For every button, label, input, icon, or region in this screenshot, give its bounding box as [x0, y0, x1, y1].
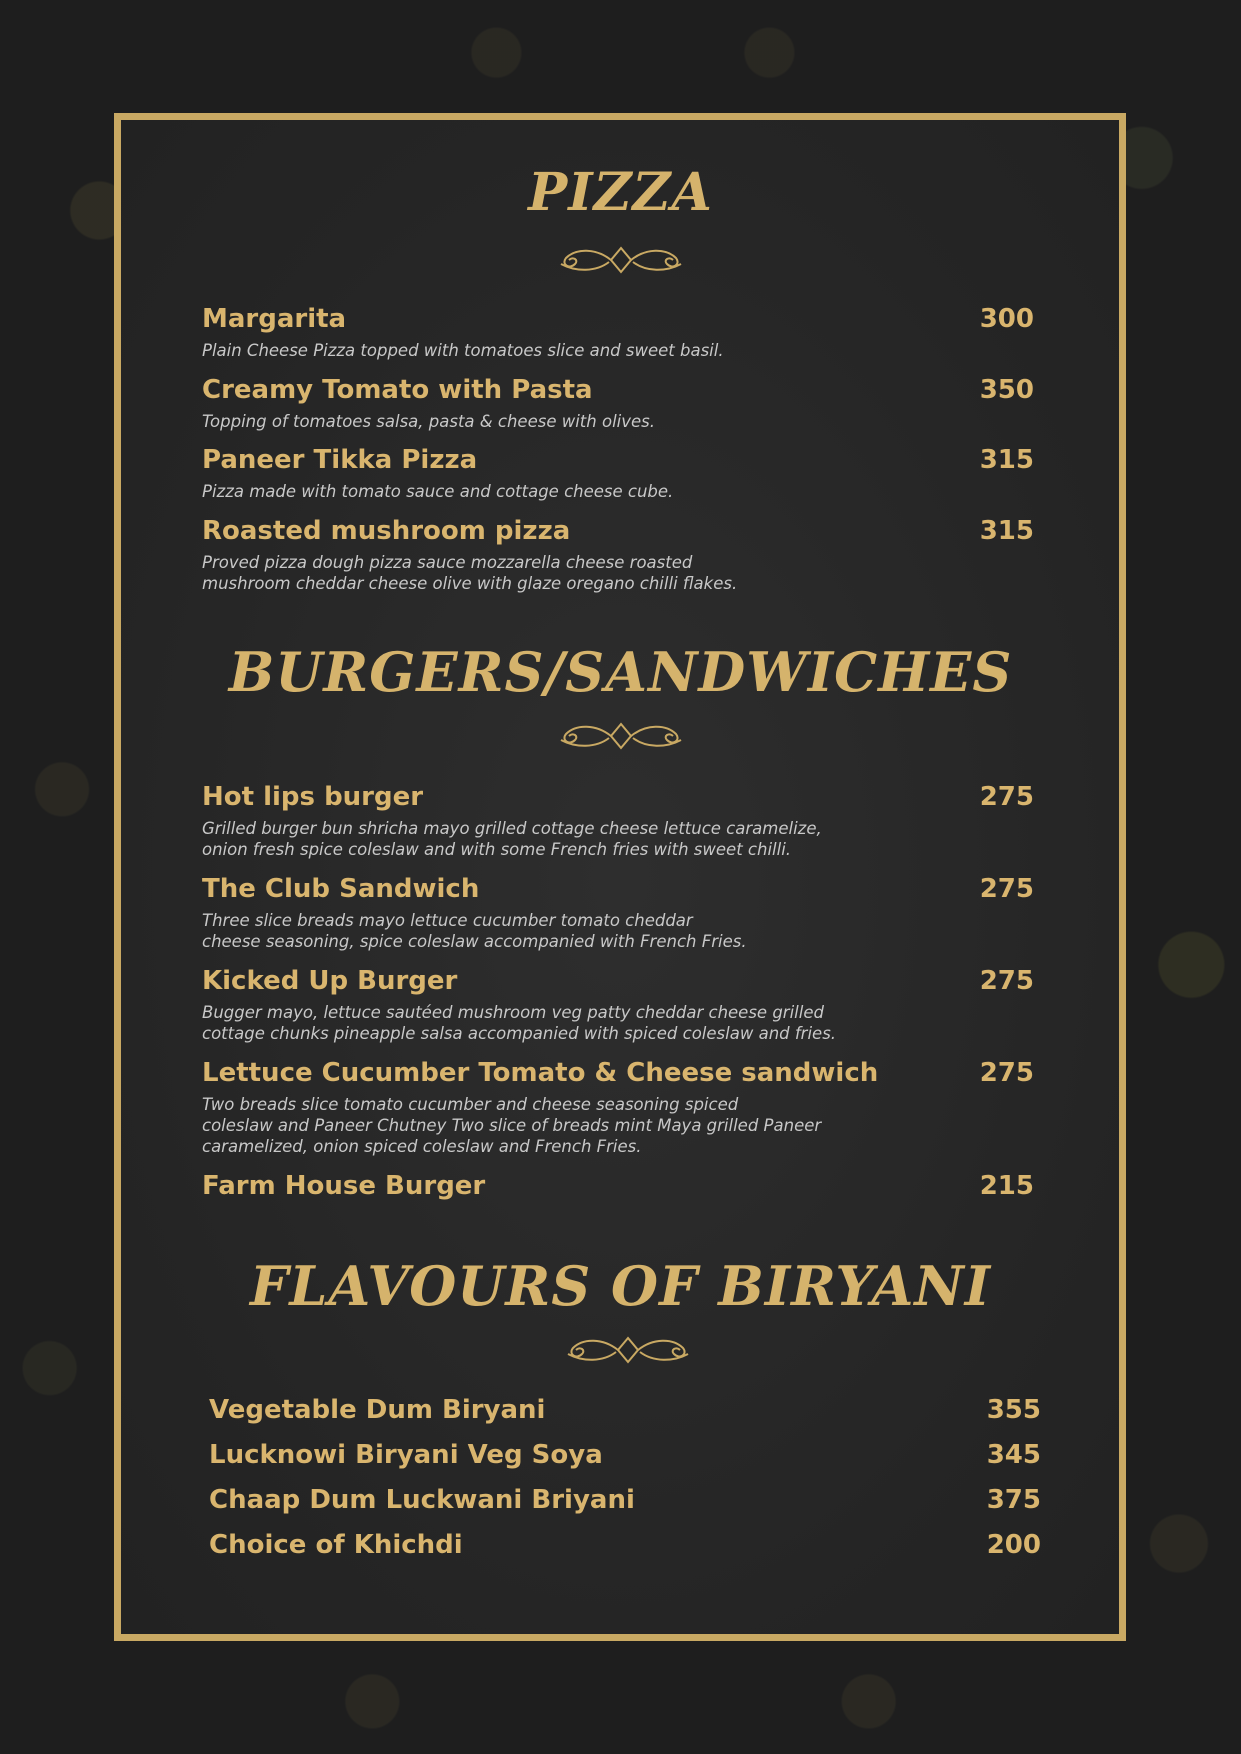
menu-item-price: 215	[979, 1171, 1034, 1201]
flourish-ornament-icon	[541, 240, 701, 280]
menu-item-price: 345	[986, 1440, 1041, 1470]
menu-item-price: 300	[979, 304, 1034, 334]
menu-item-description: onion fresh spice coleslaw and with some French fries with sweet chilli.	[202, 840, 792, 859]
menu-item-name: Paneer Tikka Pizza	[202, 445, 478, 475]
flourish-ornament-icon	[541, 716, 701, 756]
section-title-pizza: PIZZA	[528, 162, 713, 223]
menu-item-price: 275	[979, 874, 1034, 904]
menu-item-description: Three slice breads mayo lettuce cucumber tomato cheddar	[202, 911, 693, 930]
menu-item-description: Two breads slice tomato cucumber and cheese seasoning spiced	[202, 1095, 739, 1114]
menu-item-description: Bugger mayo, lettuce sautéed mushroom veg patty cheddar cheese grilled	[202, 1003, 824, 1022]
menu-item-description: caramelized, onion spiced coleslaw and French Fries.	[202, 1137, 642, 1156]
menu-item-name: Lucknowi Biryani Veg Soya	[209, 1440, 603, 1470]
menu-item-price: 275	[979, 782, 1034, 812]
menu-item-price: 275	[979, 966, 1034, 996]
section-title-burgers: BURGERS/SANDWICHES	[228, 640, 1013, 704]
menu-item-name: Vegetable Dum Biryani	[209, 1395, 546, 1425]
menu-item-name: The Club Sandwich	[202, 874, 480, 904]
menu-item-description: Grilled burger bun shricha mayo grilled cottage cheese lettuce caramelize,	[202, 819, 822, 838]
menu-item-description: Pizza made with tomato sauce and cottage cheese cube.	[202, 482, 674, 501]
menu-item-price: 355	[986, 1395, 1041, 1425]
menu-item-description: cottage chunks pineapple salsa accompanied with spiced coleslaw and fries.	[202, 1024, 837, 1043]
flourish-ornament-icon	[548, 1330, 708, 1370]
menu-item-price: 315	[979, 516, 1034, 546]
menu-item-name: Margarita	[202, 304, 347, 334]
menu-item-description: Plain Cheese Pizza topped with tomatoes slice and sweet basil.	[202, 341, 724, 360]
menu-item-name: Creamy Tomato with Pasta	[202, 375, 593, 405]
menu-item-price: 315	[979, 445, 1034, 475]
menu-item-description: mushroom cheddar cheese olive with glaze oregano chilli flakes.	[202, 574, 738, 593]
menu-item-name: Kicked Up Burger	[202, 966, 458, 996]
menu-item-name: Hot lips burger	[202, 782, 424, 812]
menu-item-price: 350	[979, 375, 1034, 405]
menu-item-price: 375	[986, 1485, 1041, 1515]
menu-item-name: Farm House Burger	[202, 1171, 486, 1201]
menu-item-price: 275	[979, 1058, 1034, 1088]
menu-item-description: Proved pizza dough pizza sauce mozzarella cheese roasted	[202, 553, 693, 572]
section-title-biryani: FLAVOURS OF BIRYANI	[250, 1254, 991, 1318]
menu-item-name: Choice of Khichdi	[209, 1530, 463, 1560]
menu-item-name: Roasted mushroom pizza	[202, 516, 571, 546]
menu-item-description: Topping of tomatoes salsa, pasta & cheese with olives.	[202, 412, 656, 431]
menu-item-name: Chaap Dum Luckwani Briyani	[209, 1485, 635, 1515]
menu-item-name: Lettuce Cucumber Tomato & Cheese sandwich	[202, 1058, 879, 1088]
menu-item-price: 200	[986, 1530, 1041, 1560]
menu-item-description: coleslaw and Paneer Chutney Two slice of breads mint Maya grilled Paneer	[202, 1116, 822, 1135]
menu-item-description: cheese seasoning, spice coleslaw accompanied with French Fries.	[202, 932, 747, 951]
